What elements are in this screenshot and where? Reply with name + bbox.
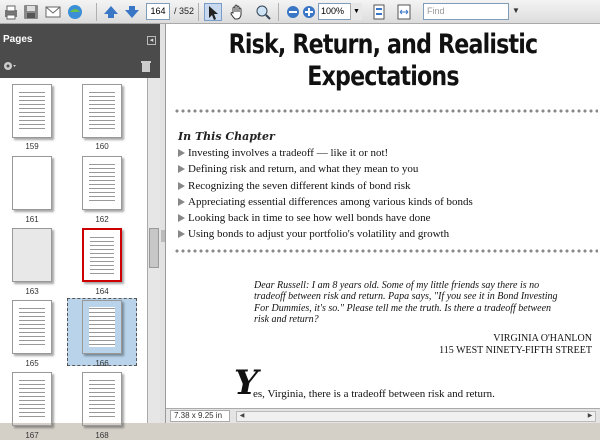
quote-line: For Dummies, it's so." Please tell me the truth. Is there a tradeoff between: [254, 302, 552, 314]
page-thumbnail[interactable]: [12, 300, 52, 354]
page-thumbnail[interactable]: [12, 84, 52, 138]
page-count: / 352: [174, 6, 195, 16]
page-thumbnail-current[interactable]: [82, 228, 122, 282]
page-thumbnail[interactable]: [82, 300, 122, 354]
page-thumbnail[interactable]: [82, 156, 122, 210]
zoom-in-icon[interactable]: [300, 3, 318, 21]
save-icon[interactable]: [22, 3, 40, 21]
find-input[interactable]: Find: [423, 3, 509, 20]
page-number-input[interactable]: 164: [146, 3, 170, 20]
page-thumbnail[interactable]: [82, 84, 122, 138]
chapter-title-line: Expectations: [307, 61, 459, 92]
bullet-arrow-icon: [178, 165, 185, 173]
next-page-icon[interactable]: [123, 3, 141, 21]
toolbar-separator: [96, 3, 97, 21]
toolbar-separator: [278, 3, 279, 21]
quote-line: risk and return?: [254, 313, 319, 325]
dotted-rule: [174, 108, 598, 114]
trash-icon[interactable]: [140, 59, 152, 78]
topic-item: Investing involves a tradeoff — like it or not!: [178, 145, 473, 161]
scroll-right-icon[interactable]: ▶: [587, 413, 593, 419]
topic-item: Recognizing the seven different kinds of bond risk: [178, 178, 473, 194]
page-size-readout: 7.38 x 9.25 in: [170, 410, 230, 422]
thumbnail-label: 163: [25, 287, 39, 296]
zoom-level-select[interactable]: 100%: [318, 3, 362, 20]
fit-page-icon[interactable]: [370, 3, 388, 21]
pages-panel: [0, 24, 160, 440]
thumbnail-label: 159: [25, 142, 39, 151]
document-view[interactable]: [160, 24, 600, 423]
chevron-down-icon[interactable]: ▼: [350, 3, 362, 20]
page-thumbnail[interactable]: [12, 372, 52, 426]
toolbar: [0, 0, 600, 24]
body-text: es, Virginia, there is a tradeoff between risk and return.: [253, 388, 495, 400]
topic-item: Looking back in time to see how well bonds have done: [178, 210, 473, 226]
page-thumbnail[interactable]: [12, 156, 52, 210]
quote-line: Dear Russell: I am 8 years old. Some of my little friends say there is no: [254, 280, 540, 291]
topic-item: Appreciating essential differences among various kinds of bonds: [178, 194, 473, 210]
thumbnail-label: 162: [95, 215, 109, 224]
scroll-left-icon[interactable]: ◀: [239, 413, 245, 419]
bullet-arrow-icon: [178, 149, 185, 157]
panel-header: [0, 32, 160, 48]
page-thumbnail[interactable]: [82, 372, 122, 426]
panel-tools: [0, 56, 160, 78]
chapter-title: [205, 29, 561, 93]
section-heading: In This Chapter: [178, 130, 275, 143]
bullet-arrow-icon: [178, 230, 185, 238]
thumbnail-label: 160: [95, 142, 109, 151]
drop-cap: Y: [234, 363, 259, 403]
thumbnail-scrollbar[interactable]: [147, 78, 160, 423]
signer-address: 115 WEST NINETY-FIFTH STREET: [439, 345, 592, 356]
options-gear-icon[interactable]: [2, 59, 18, 78]
epigraph-quote: [254, 280, 598, 325]
thumbnail-label: 168: [95, 431, 109, 440]
status-bar: [166, 408, 600, 423]
panel-title: Pages: [3, 34, 33, 45]
fit-width-icon[interactable]: [395, 3, 413, 21]
toolbar-separator: [198, 3, 199, 21]
print-icon[interactable]: [2, 3, 20, 21]
topic-item: Using bonds to adjust your portfolio's volatility and growth: [178, 226, 473, 242]
select-tool-icon[interactable]: [204, 3, 222, 21]
splitter-grip-icon[interactable]: [161, 230, 165, 242]
thumbnail-label: 161: [25, 215, 39, 224]
chevron-down-icon[interactable]: ▼: [512, 6, 520, 15]
quote-line: tradeoff between risk and return. Papa says, "If you see it in Bond Investing: [254, 291, 558, 303]
document-page: [166, 24, 600, 408]
signer-name: VIRGINIA O'HANLON: [493, 333, 592, 344]
hand-tool-icon[interactable]: [228, 3, 246, 21]
thumbnail-label: 165: [25, 359, 39, 368]
thumbnail-label: 166: [95, 359, 109, 368]
thumbnail-list[interactable]: [0, 78, 147, 440]
bullet-arrow-icon: [178, 214, 185, 222]
bullet-arrow-icon: [178, 198, 185, 206]
zoom-tool-icon[interactable]: [254, 3, 272, 21]
chapter-title-line: Risk, Return, and Realistic: [228, 29, 538, 60]
collaborate-icon[interactable]: [66, 3, 84, 21]
scrollbar-thumb[interactable]: [149, 228, 159, 268]
horizontal-scrollbar[interactable]: [236, 411, 596, 422]
panel-menu-icon[interactable]: ◂: [147, 36, 156, 45]
previous-page-icon[interactable]: [102, 3, 120, 21]
thumbnail-label: 164: [95, 287, 109, 296]
chapter-topics: [178, 145, 473, 243]
dotted-rule: [174, 248, 598, 254]
topic-item: Defining risk and return, and what they mean to you: [178, 161, 473, 177]
email-icon[interactable]: [44, 3, 62, 21]
bullet-arrow-icon: [178, 182, 185, 190]
page-thumbnail[interactable]: [12, 228, 52, 282]
thumbnail-label: 167: [25, 431, 39, 440]
